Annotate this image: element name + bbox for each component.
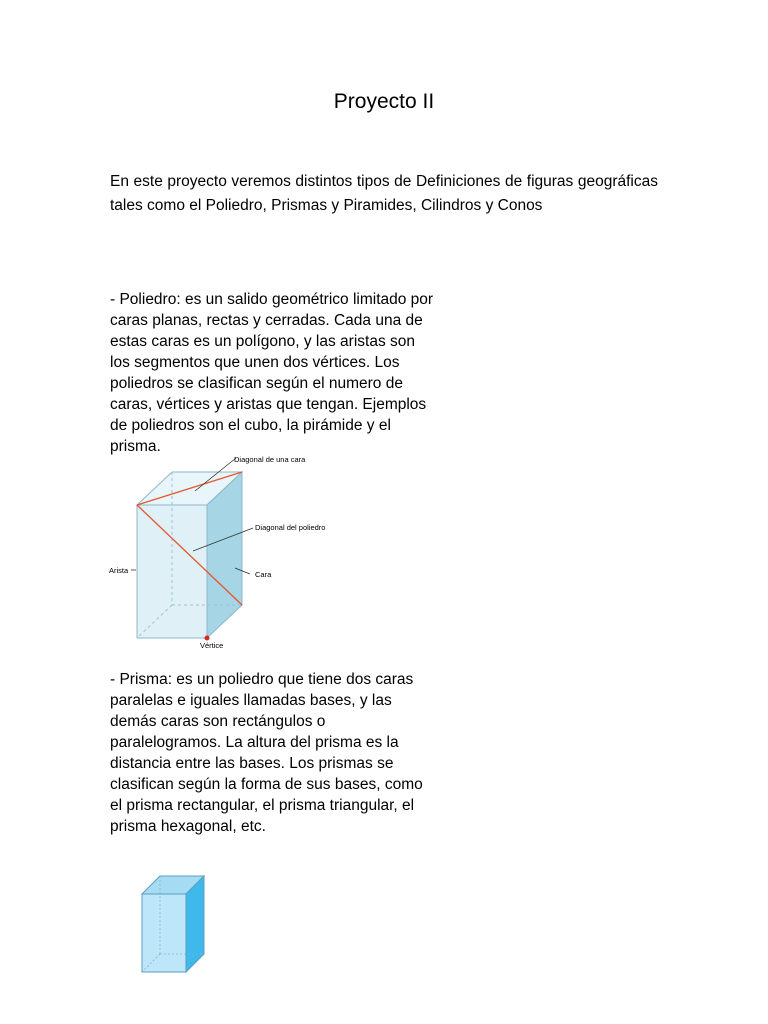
label-edge: Arista — [109, 566, 129, 575]
vertex-dot — [205, 636, 210, 641]
prism-figure — [134, 870, 214, 976]
polyhedron-definition: - Poliedro: es un salido geométrico limitado por caras planas, rectas y cerradas. Cada una de estas caras es un polígono, y las aristas son los segmentos que unen dos vértices. Los poliedros se clasifican según el numero de caras, vértices y aristas que tengan. Ejemplos de poliedros son el cubo, la pirámide y el prisma. — [110, 291, 434, 455]
prism-definition: - Prisma: es un poliedro que tiene dos caras paralelas e iguales llamadas bases, y las demás caras son rectángulos o paralelogramos. La altura del prisma es la distancia entre las bases. Los prismas se clasifican según la forma de sus bases, como el prisma rectangular, el prisma triangular, el prisma hexagonal, etc. — [110, 671, 423, 835]
intro-paragraph: En este proyecto veremos distintos tipos de Definiciones de figuras geográficas tales como el Poliedro, Prismas y Piramides, Cilindros y Conos — [110, 173, 658, 214]
label-face: Cara — [255, 570, 272, 579]
label-vertex: Vértice — [200, 641, 224, 650]
label-face-diagonal: Diagonal de una cara — [234, 455, 306, 464]
prism-front-face — [142, 894, 186, 972]
polyhedron-figure — [100, 450, 360, 655]
label-polyhedron-diagonal: Diagonal del poliedro — [255, 523, 326, 532]
front-face — [137, 505, 207, 638]
page-title: Proyecto II — [333, 90, 435, 113]
